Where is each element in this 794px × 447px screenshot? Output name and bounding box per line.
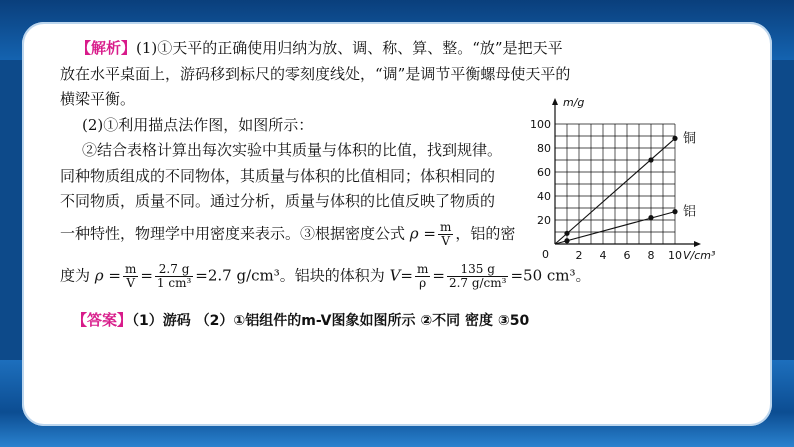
para-4-end: =50 cm³。	[510, 266, 591, 285]
y-tick-label: 100	[530, 118, 551, 131]
origin-label: 0	[542, 248, 549, 261]
rho-symbol-2: ρ =	[94, 266, 121, 285]
data-point	[648, 157, 653, 162]
fraction-mass-volume	[155, 263, 193, 290]
chart-labels	[530, 96, 716, 262]
frac-den: 1 cm³	[156, 276, 192, 290]
frac-num: 135 g	[447, 263, 509, 277]
para-1a	[76, 38, 563, 58]
x-tick-label: 6	[623, 249, 631, 262]
series-name-label: 铜	[683, 131, 697, 147]
rho-symbol: ρ =	[409, 224, 436, 243]
para-4-mid: =2.7 g/cm³。铝块的体积为	[195, 266, 385, 285]
frac-den: ρ	[419, 276, 427, 290]
para-4-start: 度为	[60, 266, 91, 285]
content-card	[22, 22, 772, 426]
equals-sign: =	[140, 266, 153, 285]
data-point	[648, 215, 653, 220]
para-4	[60, 263, 591, 290]
analysis-tag: 【解析】	[76, 39, 137, 57]
y-tick-label: 60	[537, 166, 551, 179]
series-name-label: 铝	[683, 204, 697, 220]
para-3d-end: ，铝的密	[455, 224, 516, 243]
formula-numerator: m	[439, 220, 452, 234]
para-1a-text: (1)①天平的正确使用归纳为放、调、称、算、整。“放”是把天平	[136, 39, 563, 57]
answer-line	[72, 310, 529, 331]
equals-sign: =	[432, 266, 445, 285]
x-tick-label: 10	[668, 249, 682, 262]
para-3d	[60, 221, 515, 248]
data-point	[672, 136, 677, 141]
fraction-m-rho	[415, 263, 430, 290]
y-tick-label: 80	[537, 142, 551, 155]
frac-num: m	[124, 262, 137, 276]
chart-grid	[555, 124, 675, 244]
frac-den: V	[126, 276, 135, 290]
y-axis-label: m/g	[563, 96, 585, 109]
x-tick-label: 4	[599, 249, 607, 262]
density-formula	[438, 221, 453, 248]
para-1c: 横梁平衡。	[60, 90, 136, 108]
para-3d-text: 一种特性，物理学中用密度来表示。③根据密度公式	[60, 224, 406, 243]
fraction-135-2_7	[447, 263, 509, 290]
frac-num: m	[416, 262, 429, 276]
para-3a: ②结合表格计算出每次实验中其质量与体积的比值，找到规律。	[82, 141, 503, 159]
chart-series	[555, 136, 678, 244]
para-3c: 不同物质，质量不同。通过分析，质量与体积的比值反映了物质的	[60, 192, 496, 210]
fraction-m-v	[123, 263, 138, 290]
answer-tag: 【答案】	[72, 311, 133, 329]
volume-symbol: V=	[389, 266, 413, 285]
para-2: (2)①利用描点法作图，如图所示：	[82, 116, 314, 134]
x-axis-label: V/cm³	[683, 249, 716, 262]
formula-denominator: V	[441, 234, 450, 248]
data-point	[672, 209, 677, 214]
y-tick-label: 40	[537, 190, 551, 203]
data-point	[564, 231, 569, 236]
mass-volume-chart	[517, 84, 757, 284]
para-1b: 放在水平桌面上，游码移到标尺的零刻度线处，“调”是调节平衡螺母使天平的	[60, 65, 571, 83]
answer-text: （1）游码 （2）①铝组件的m-V图象如图所示 ②不同 密度 ③50	[132, 313, 530, 329]
para-3b: 同种物质组成的不同物体，其质量与体积的比值相同；体积相同的	[60, 167, 496, 185]
y-tick-label: 20	[537, 214, 551, 227]
frac-den: 2.7 g/cm³	[448, 276, 507, 290]
frac-num: 2.7 g	[155, 263, 193, 277]
y-axis-arrow	[552, 98, 558, 105]
data-point	[564, 238, 569, 243]
x-axis-arrow	[694, 241, 701, 247]
x-tick-label: 8	[647, 249, 655, 262]
x-tick-label: 2	[575, 249, 583, 262]
